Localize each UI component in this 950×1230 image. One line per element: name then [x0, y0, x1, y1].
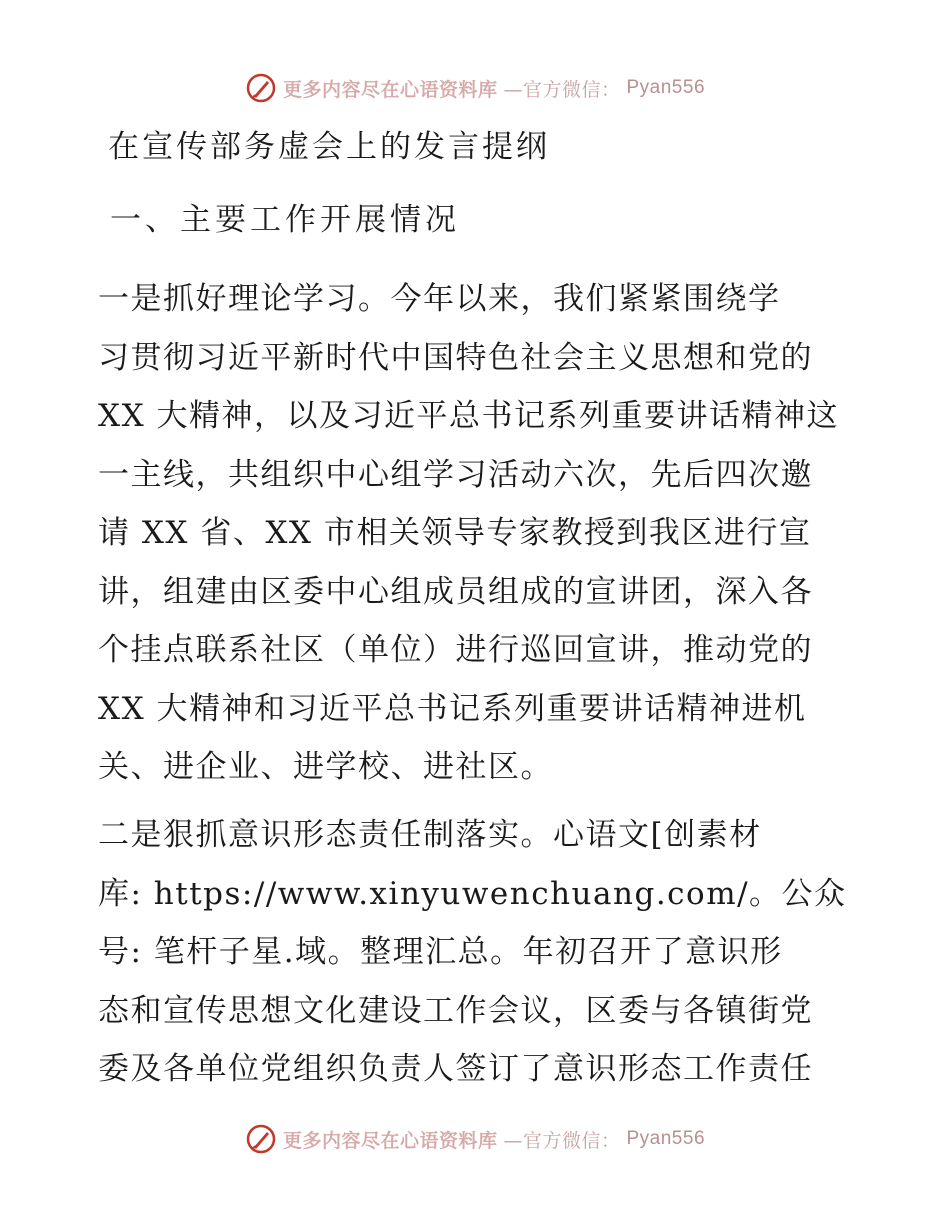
text-line: 讲，组建由区委中心组成员组成的宣讲团，深入各: [98, 573, 813, 610]
watermark-wechat-label: —官方微信：: [503, 1129, 621, 1152]
text-line: 二是狠抓意识形态责任制落实。心语文[创素材: [98, 817, 762, 853]
text-line: 个挂点联系社区（单位）进行巡回宣讲，推动党的: [98, 632, 813, 668]
text-line: 一是抓好理论学习。今年以来，我们紧紧围绕学: [98, 281, 781, 317]
section-heading: 一、主要工作开展情况: [110, 202, 460, 238]
text-line: 关、进企业、进学校、进社区。: [98, 749, 553, 785]
quill-logo-icon: [245, 1123, 277, 1155]
text-line: 请 XX 省、XX 市相关领导专家教授到我区进行宣: [98, 515, 812, 551]
header-watermark: [0, 72, 950, 104]
document-title: 在宣传部务虚会上的发言提纲: [108, 129, 550, 165]
paragraph-theory-study: [98, 270, 868, 797]
quill-logo-icon: [245, 72, 277, 104]
text-line: 一主线，共组织中心组学习活动六次，先后四次邀: [98, 456, 813, 493]
watermark-site-name: 更多内容尽在心语资料库: [282, 78, 498, 101]
paragraph-ideology-responsibility: [98, 806, 868, 1099]
text-line: XX 大精神，以及习近平总书记系列重要讲话精神这: [98, 398, 839, 434]
text-line: 号: 笔杆子星.域。整理汇总。年初召开了意识形: [98, 934, 783, 970]
watermark-wechat-label: —官方微信：: [503, 78, 621, 101]
text-line: 习贯彻习近平新时代中国特色社会主义思想和党的: [98, 339, 813, 376]
footer-watermark: [0, 1123, 950, 1155]
watermark-wechat-id: Pyan556: [626, 77, 706, 98]
text-line: 库: https://www.xinyuwenchuang.com/。公众: [98, 875, 847, 912]
text-line: 态和宣传思想文化建设工作会议，区委与各镇街党: [98, 992, 813, 1029]
text-line: XX 大精神和习近平总书记系列重要讲话精神进机: [98, 690, 807, 727]
watermark-wechat-id: Pyan556: [626, 1128, 706, 1149]
text-line: 委及各单位党组织负责人签订了意识形态工作责任: [98, 1051, 813, 1087]
watermark-site-name: 更多内容尽在心语资料库: [282, 1129, 498, 1152]
